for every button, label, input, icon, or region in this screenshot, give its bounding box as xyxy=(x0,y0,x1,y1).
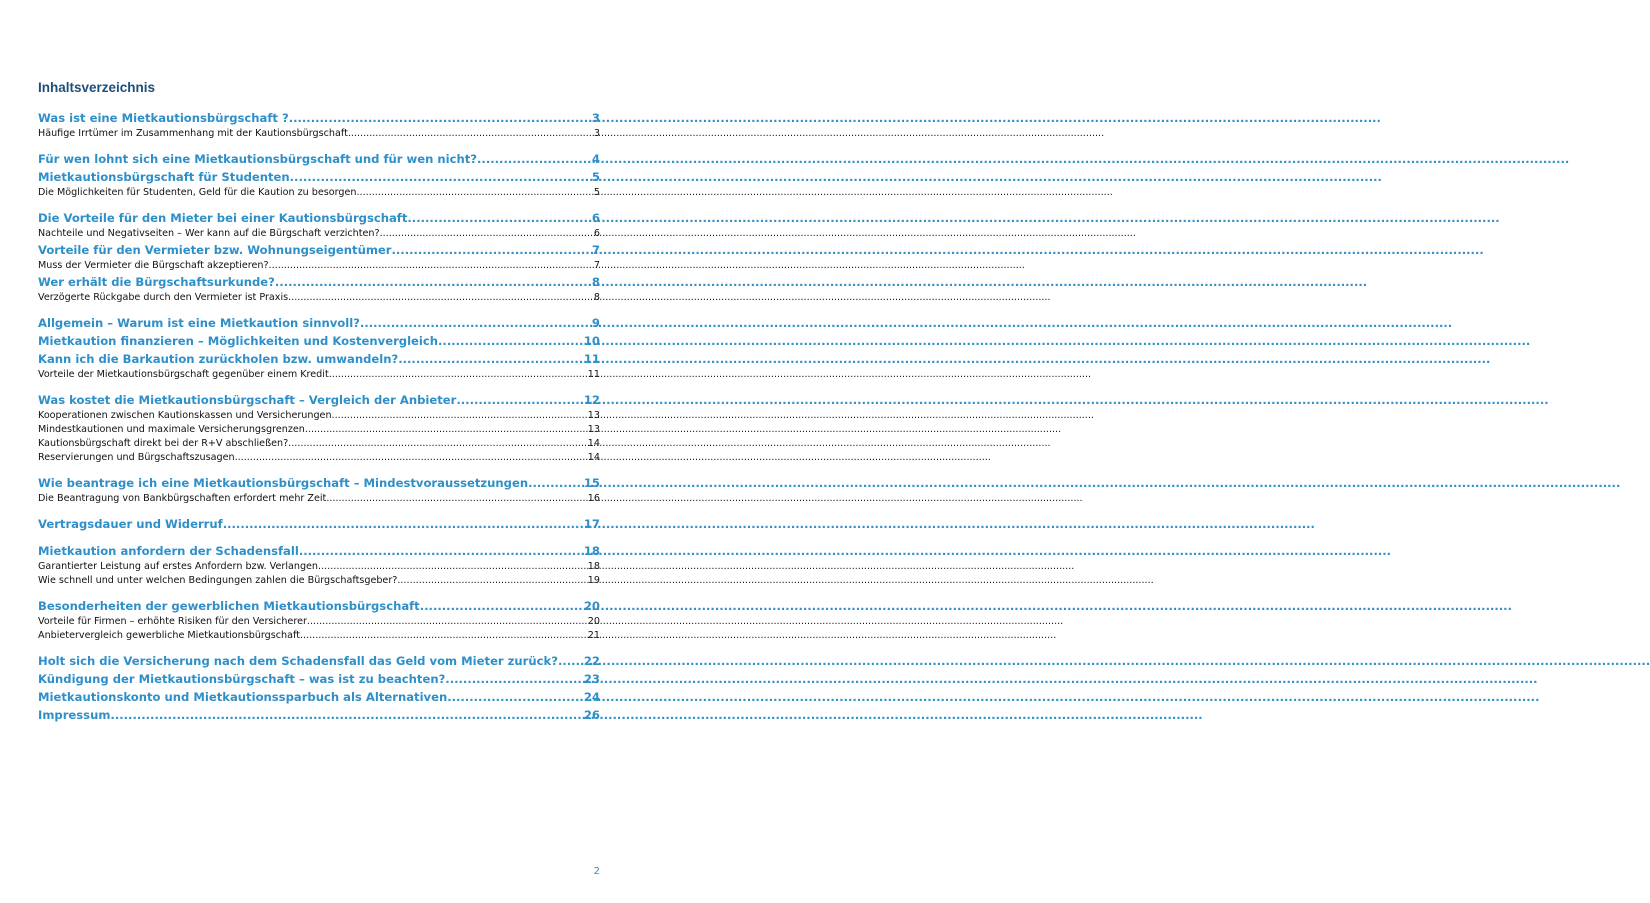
toc-chapter-entry[interactable] xyxy=(38,150,600,168)
toc-dot-leader xyxy=(305,423,587,437)
toc-entry-page: 9 xyxy=(591,316,600,330)
toc-entry-title: Vorteile der Mietkautionsbürgschaft gegenüber einem Kredit.. xyxy=(38,369,335,380)
toc-entry-title: Muss der Vermieter die Bürgschaft akzeptieren? xyxy=(38,260,269,271)
toc-entry-page: 5 xyxy=(593,187,600,198)
toc-group-gap xyxy=(38,382,600,391)
toc-dot-leader xyxy=(223,515,583,533)
toc-group-gap xyxy=(38,305,600,314)
toc-dot-leader xyxy=(294,291,593,305)
toc-entry-page: 8 xyxy=(593,292,600,303)
toc-entry-page: 22 xyxy=(583,654,600,668)
toc-dot-leader xyxy=(318,560,587,574)
toc-entry-page: 13 xyxy=(587,424,600,435)
toc-section-entry[interactable] xyxy=(38,409,600,423)
toc-section-entry[interactable] xyxy=(38,451,600,465)
toc-entry-title: Anbietervergleich gewerbliche Mietkautionsbürgschaft xyxy=(38,630,300,641)
toc-entry-title: Für wen lohnt sich eine Mietkautionsbürgschaft und für wen nicht? xyxy=(38,152,478,166)
toc-entry-page: 18 xyxy=(583,544,600,558)
toc-group-gap xyxy=(38,141,600,150)
toc-entry-title: Vertragsdauer und Widerruf xyxy=(38,517,223,531)
toc-entry-page: 6 xyxy=(591,211,600,225)
toc-dot-leader xyxy=(335,368,587,382)
toc-entry-page: 18 xyxy=(587,561,600,572)
toc-group-gap xyxy=(38,506,600,515)
toc-entry-page: 4 xyxy=(591,152,600,166)
toc-entry-title: Mietkaution anfordern der Schadensfall xyxy=(38,544,299,558)
toc-dot-leader xyxy=(290,168,591,186)
toc-group-gap xyxy=(38,465,600,474)
toc-dot-leader xyxy=(398,350,583,368)
toc-entry-page: 7 xyxy=(591,243,600,257)
toc-dot-leader xyxy=(307,615,587,629)
toc-group-gap xyxy=(38,533,600,542)
toc-chapter-entry[interactable] xyxy=(38,515,600,533)
toc-dot-leader xyxy=(392,241,591,259)
toc-entry-page: 14 xyxy=(587,452,600,463)
toc-group-gap xyxy=(38,588,600,597)
toc-entry-title: Häufige Irrtümer im Zusammenhang mit der Kautionsbürgschaft xyxy=(38,128,348,139)
toc-chapter-entry[interactable] xyxy=(38,332,600,350)
toc-dot-leader xyxy=(275,273,591,291)
toc-chapter-entry[interactable] xyxy=(38,350,600,368)
toc-dot-leader xyxy=(269,259,593,273)
toc-entry-page: 23 xyxy=(583,672,600,686)
toc-dot-leader xyxy=(235,451,587,465)
toc-dot-leader xyxy=(456,391,582,409)
toc-entry-title: Impressum xyxy=(38,708,111,722)
toc-entry-page: 20 xyxy=(583,599,600,613)
toc-entry-page: 24 xyxy=(583,690,600,704)
toc-title: Inhaltsverzeichnis xyxy=(38,80,156,95)
toc-dot-leader xyxy=(360,314,591,332)
toc-entry-title: Mietkaution finanzieren – Möglichkeiten und Kostenvergleich xyxy=(38,334,439,348)
toc-entry-page: 13 xyxy=(587,410,600,421)
toc-dot-leader xyxy=(407,209,591,227)
toc-entry-title: Vorteile für den Vermieter bzw. Wohnungseigentümer xyxy=(38,243,392,257)
toc-entry-title: Besonderheiten der gewerblichen Mietkautionsbürgschaft xyxy=(38,599,420,613)
toc-dot-leader xyxy=(380,227,593,241)
toc-dot-leader xyxy=(558,652,583,670)
toc-chapter-entry[interactable] xyxy=(38,670,600,688)
toc-entry-title: Wie beantrage ich eine Mietkautionsbürgschaft – Mindestvoraussetzungen xyxy=(38,476,529,490)
toc-group-gap xyxy=(38,643,600,652)
toc-chapter-entry[interactable] xyxy=(38,474,600,492)
toc-entry-title: Was kostet die Mietkautionsbürgschaft – Vergleich der Anbieter xyxy=(38,393,457,407)
toc-chapter-entry[interactable] xyxy=(38,314,600,332)
toc-page xyxy=(38,80,600,724)
toc-entry-page: 10 xyxy=(583,334,600,348)
toc-chapter-entry[interactable] xyxy=(38,597,600,615)
toc-entry-title: Vorteile für Firmen – erhöhte Risiken für den Versicherer xyxy=(38,616,307,627)
toc-entry-title: Mindestkautionen und maximale Versicherungsgrenzen xyxy=(38,424,305,435)
toc-chapter-entry[interactable] xyxy=(38,168,600,186)
toc-section-entry[interactable] xyxy=(38,629,600,643)
toc-section-entry[interactable] xyxy=(38,437,600,451)
toc-entry-title: Garantierter Leistung auf erstes Anfordern bzw. Verlangen xyxy=(38,561,319,572)
toc-dot-leader xyxy=(445,670,583,688)
toc-entry-page: 7 xyxy=(593,260,600,271)
toc-entry-page: 20 xyxy=(587,616,600,627)
toc-dot-leader xyxy=(299,542,583,560)
toc-chapter-entry[interactable] xyxy=(38,391,600,409)
toc-entry-title: Die Beantragung von Bankbürgschaften erfordert mehr Zeit xyxy=(38,493,327,504)
toc-entry-title: Kann ich die Barkaution zurückholen bzw. umwandeln? xyxy=(38,352,399,366)
toc-dot-leader xyxy=(348,127,593,141)
page-number: 2 xyxy=(593,866,600,877)
toc-entry-title: Die Vorteile für den Mieter bei einer Kautionsbürgschaft xyxy=(38,211,408,225)
toc-entry-title: Verzögerte Rückgabe durch den Vermieter ist Praxis.. xyxy=(38,292,295,303)
toc-entry-title: Wie schnell und unter welchen Bedingungen zahlen die Bürgschaftsgeber? xyxy=(38,575,398,586)
toc-entry-page: 15 xyxy=(583,476,600,490)
toc-dot-leader xyxy=(397,574,586,588)
toc-section-entry[interactable] xyxy=(38,615,600,629)
toc-section-entry[interactable] xyxy=(38,368,600,382)
toc-chapter-entry[interactable] xyxy=(38,241,600,259)
toc-entry-title: Kautionsbürgschaft direkt bei der R+V abschließen?.. xyxy=(38,438,295,449)
toc-dot-leader xyxy=(300,629,587,643)
toc-section-entry[interactable] xyxy=(38,423,600,437)
toc-list xyxy=(38,109,600,724)
toc-entry-page: 19 xyxy=(587,575,600,586)
toc-entry-title: Kündigung der Mietkautionsbürgschaft – was ist zu beachten? xyxy=(38,672,446,686)
toc-entry-page: 26 xyxy=(583,708,600,722)
toc-chapter-entry[interactable] xyxy=(38,706,600,724)
toc-entry-page: 21 xyxy=(587,630,600,641)
toc-dot-leader xyxy=(477,150,591,168)
toc-dot-leader xyxy=(447,688,583,706)
toc-chapter-entry[interactable] xyxy=(38,688,600,706)
toc-dot-leader xyxy=(438,332,583,350)
toc-entry-title: Kooperationen zwischen Kautionskassen und Versicherungen.. xyxy=(38,410,338,421)
toc-dot-leader xyxy=(357,186,593,200)
toc-entry-title: Mietkautionskonto und Mietkautionssparbuch als Alternativen xyxy=(38,690,448,704)
toc-chapter-entry[interactable] xyxy=(38,652,600,670)
toc-entry-title: Holt sich die Versicherung nach dem Schadensfall das Geld vom Mieter zurück? xyxy=(38,654,558,668)
toc-section-entry[interactable] xyxy=(38,291,600,305)
toc-entry-page: 3 xyxy=(593,128,600,139)
toc-chapter-entry[interactable] xyxy=(38,109,600,127)
toc-entry-title: Mietkautionsbürgschaft für Studenten xyxy=(38,170,290,184)
toc-section-entry[interactable] xyxy=(38,574,600,588)
toc-entry-title: Reservierungen und Bürgschaftszusagen xyxy=(38,452,235,463)
toc-chapter-entry[interactable] xyxy=(38,542,600,560)
toc-section-entry[interactable] xyxy=(38,259,600,273)
toc-entry-page: 14 xyxy=(587,438,600,449)
toc-dot-leader xyxy=(289,109,591,127)
toc-dot-leader xyxy=(326,492,586,506)
toc-section-entry[interactable] xyxy=(38,186,600,200)
toc-entry-page: 5 xyxy=(591,170,600,184)
toc-section-entry[interactable] xyxy=(38,227,600,241)
toc-dot-leader xyxy=(528,474,583,492)
toc-entry-title: Allgemein – Warum ist eine Mietkaution sinnvoll? xyxy=(38,316,360,330)
toc-chapter-entry[interactable] xyxy=(38,273,600,291)
toc-dot-leader xyxy=(338,409,587,423)
toc-entry-title: Die Möglichkeiten für Studenten, Geld für die Kaution zu besorgen xyxy=(38,187,357,198)
toc-section-entry[interactable] xyxy=(38,127,600,141)
toc-section-entry[interactable] xyxy=(38,492,600,506)
toc-chapter-entry[interactable] xyxy=(38,209,600,227)
toc-dot-leader xyxy=(420,597,583,615)
toc-entry-title: Wer erhält die Bürgschaftsurkunde? xyxy=(38,275,275,289)
toc-entry-title: Nachteile und Negativseiten – Wer kann auf die Bürgschaft verzichten? xyxy=(38,228,380,239)
toc-group-gap xyxy=(38,200,600,209)
toc-entry-page: 3 xyxy=(591,111,600,125)
toc-entry-page: 17 xyxy=(583,517,600,531)
toc-entry-page: 11 xyxy=(583,352,600,366)
toc-dot-leader xyxy=(110,706,582,724)
toc-entry-page: 11 xyxy=(587,369,600,380)
toc-entry-page: 16 xyxy=(587,493,600,504)
toc-entry-page: 8 xyxy=(591,275,600,289)
toc-dot-leader xyxy=(294,437,586,451)
toc-entry-page: 12 xyxy=(583,393,600,407)
toc-section-entry[interactable] xyxy=(38,560,600,574)
toc-entry-page: 6 xyxy=(593,228,600,239)
toc-entry-title: Was ist eine Mietkautionsbürgschaft ? xyxy=(38,111,289,125)
